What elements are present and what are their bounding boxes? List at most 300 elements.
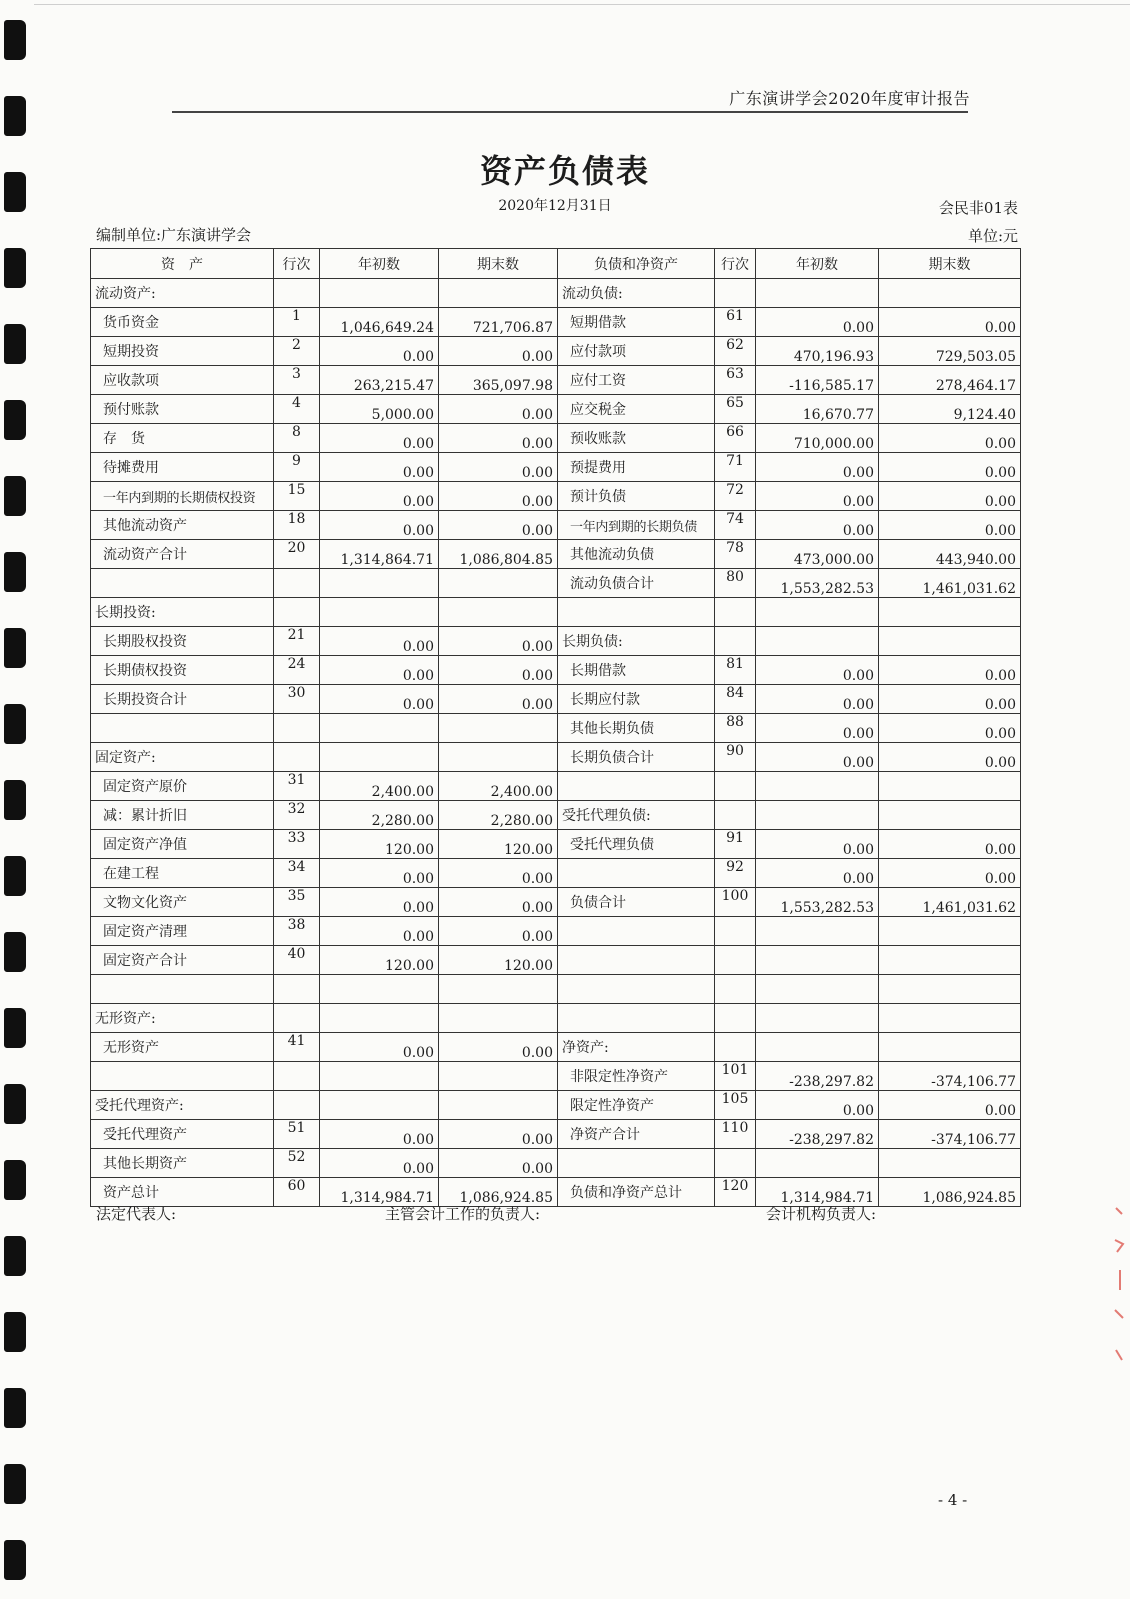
- liability-beginning-value: [756, 772, 879, 801]
- asset-name: 其他长期资产: [91, 1149, 274, 1178]
- asset-line-no: 8: [274, 424, 320, 453]
- asset-ending-value: [439, 714, 558, 743]
- liability-ending-value: 0.00: [879, 830, 1021, 859]
- asset-beginning-value: 2,280.00: [320, 801, 439, 830]
- binding-hole: [4, 1236, 26, 1276]
- table-row: [91, 801, 1021, 830]
- asset-name: 无形资产: [91, 1033, 274, 1062]
- asset-beginning-value: 5,000.00: [320, 395, 439, 424]
- liability-name: 长期负债:: [558, 627, 715, 656]
- table-row: [91, 569, 1021, 598]
- liability-ending-value: [879, 1149, 1021, 1178]
- asset-ending-value: 0.00: [439, 1033, 558, 1062]
- liability-name: 预提费用: [558, 453, 715, 482]
- binding-hole: [4, 1540, 26, 1580]
- asset-ending-value: 0.00: [439, 337, 558, 366]
- asset-name: 短期投资: [91, 337, 274, 366]
- asset-ending-value: 0.00: [439, 424, 558, 453]
- asset-beginning-value: [320, 1004, 439, 1033]
- liability-ending-value: [879, 627, 1021, 656]
- table-header-row: [91, 249, 1021, 279]
- liability-beginning-value: -238,297.82: [756, 1120, 879, 1149]
- asset-ending-value: [439, 279, 558, 308]
- liability-beginning-value: 1,553,282.53: [756, 569, 879, 598]
- asset-line-no: 15: [274, 482, 320, 511]
- liability-ending-value: 278,464.17: [879, 366, 1021, 395]
- asset-line-no: [274, 714, 320, 743]
- asset-beginning-value: 0.00: [320, 685, 439, 714]
- asset-name: 待摊费用: [91, 453, 274, 482]
- binding-holes: [0, 0, 34, 1599]
- table-row: [91, 424, 1021, 453]
- liability-ending-value: -374,106.77: [879, 1062, 1021, 1091]
- liability-beginning-value: 1,314,984.71: [756, 1178, 879, 1207]
- asset-name: 固定资产净值: [91, 830, 274, 859]
- liability-beginning-value: 0.00: [756, 453, 879, 482]
- binding-hole: [4, 1312, 26, 1352]
- liability-name: 受托代理负债:: [558, 801, 715, 830]
- liability-ending-value: [879, 598, 1021, 627]
- liability-line-no: 91: [715, 830, 756, 859]
- asset-beginning-value: [320, 279, 439, 308]
- asset-beginning-value: [320, 1062, 439, 1091]
- liability-name: 受托代理负债: [558, 830, 715, 859]
- binding-hole: [4, 856, 26, 896]
- table-row: [91, 656, 1021, 685]
- liability-beginning-value: [756, 598, 879, 627]
- asset-ending-value: [439, 975, 558, 1004]
- binding-hole: [4, 1464, 26, 1504]
- liability-beginning-value: [756, 946, 879, 975]
- asset-beginning-value: [320, 1091, 439, 1120]
- liability-line-no: [715, 598, 756, 627]
- liability-beginning-value: -238,297.82: [756, 1062, 879, 1091]
- liability-ending-value: [879, 1033, 1021, 1062]
- liability-line-no: 110: [715, 1120, 756, 1149]
- liability-name: 长期借款: [558, 656, 715, 685]
- liability-name: [558, 946, 715, 975]
- asset-line-no: [274, 975, 320, 1004]
- table-row: [91, 888, 1021, 917]
- liability-line-no: [715, 975, 756, 1004]
- asset-name: 受托代理资产: [91, 1120, 274, 1149]
- table-row: [91, 1091, 1021, 1120]
- table-row: [91, 859, 1021, 888]
- asset-line-no: 2: [274, 337, 320, 366]
- liability-beginning-value: [756, 627, 879, 656]
- asset-name: 长期投资:: [91, 598, 274, 627]
- asset-beginning-value: [320, 598, 439, 627]
- liability-line-no: [715, 1004, 756, 1033]
- asset-name: 其他流动资产: [91, 511, 274, 540]
- asset-line-no: 32: [274, 801, 320, 830]
- asset-line-no: 31: [274, 772, 320, 801]
- asset-line-no: 40: [274, 946, 320, 975]
- table-row: [91, 830, 1021, 859]
- liability-name: 流动负债:: [558, 279, 715, 308]
- page-title: 资产负债表: [479, 152, 650, 190]
- liability-beginning-value: 710,000.00: [756, 424, 879, 453]
- liability-ending-value: 0.00: [879, 308, 1021, 337]
- asset-beginning-value: 1,046,649.24: [320, 308, 439, 337]
- liability-ending-value: [879, 1004, 1021, 1033]
- binding-hole: [4, 1160, 26, 1200]
- asset-line-no: 51: [274, 1120, 320, 1149]
- asset-name: 应收款项: [91, 366, 274, 395]
- asset-line-no: [274, 1091, 320, 1120]
- asset-beginning-value: 0.00: [320, 1120, 439, 1149]
- asset-line-no: 20: [274, 540, 320, 569]
- liability-ending-value: [879, 917, 1021, 946]
- liability-line-no: 72: [715, 482, 756, 511]
- liability-beginning-value: 0.00: [756, 714, 879, 743]
- asset-name: 资产总计: [91, 1178, 274, 1207]
- accounting-dept-head-label: 会计机构负责人:: [766, 1205, 877, 1223]
- preparing-organization: 编制单位:广东演讲学会: [96, 226, 252, 244]
- asset-ending-value: [439, 1091, 558, 1120]
- asset-name: 文物文化资产: [91, 888, 274, 917]
- asset-beginning-value: 0.00: [320, 511, 439, 540]
- asset-beginning-value: 1,314,864.71: [320, 540, 439, 569]
- report-date: 2020年12月31日: [498, 198, 612, 214]
- liability-line-no: 78: [715, 540, 756, 569]
- col-header-line-no-2: 行次: [715, 249, 756, 279]
- table-row: [91, 482, 1021, 511]
- asset-line-no: 4: [274, 395, 320, 424]
- table-row: [91, 453, 1021, 482]
- liability-beginning-value: [756, 917, 879, 946]
- asset-ending-value: 0.00: [439, 888, 558, 917]
- asset-beginning-value: [320, 743, 439, 772]
- liability-ending-value: [879, 279, 1021, 308]
- liability-name: 短期借款: [558, 308, 715, 337]
- asset-line-no: [274, 743, 320, 772]
- table-row: [91, 1062, 1021, 1091]
- table-row: [91, 308, 1021, 337]
- asset-ending-value: 0.00: [439, 482, 558, 511]
- liability-ending-value: 0.00: [879, 743, 1021, 772]
- asset-name: 存 货: [91, 424, 274, 453]
- asset-name: 流动资产合计: [91, 540, 274, 569]
- liability-ending-value: 0.00: [879, 1091, 1021, 1120]
- table-row: [91, 772, 1021, 801]
- liability-beginning-value: 0.00: [756, 511, 879, 540]
- asset-line-no: 35: [274, 888, 320, 917]
- asset-line-no: [274, 1004, 320, 1033]
- liability-ending-value: 0.00: [879, 511, 1021, 540]
- asset-line-no: 60: [274, 1178, 320, 1207]
- asset-ending-value: 1,086,804.85: [439, 540, 558, 569]
- asset-ending-value: 120.00: [439, 946, 558, 975]
- asset-name: 长期债权投资: [91, 656, 274, 685]
- binding-hole: [4, 96, 26, 136]
- liability-name: 预收账款: [558, 424, 715, 453]
- asset-ending-value: 2,280.00: [439, 801, 558, 830]
- top-edge-rule: [34, 4, 1130, 5]
- liability-beginning-value: 0.00: [756, 1091, 879, 1120]
- table-row: [91, 975, 1021, 1004]
- liability-beginning-value: 1,553,282.53: [756, 888, 879, 917]
- liability-line-no: 66: [715, 424, 756, 453]
- liability-beginning-value: 0.00: [756, 685, 879, 714]
- table-row: [91, 714, 1021, 743]
- liability-name: 限定性净资产: [558, 1091, 715, 1120]
- liability-line-no: 100: [715, 888, 756, 917]
- liability-name: [558, 772, 715, 801]
- liability-line-no: [715, 1149, 756, 1178]
- liability-name: 长期应付款: [558, 685, 715, 714]
- liability-ending-value: 0.00: [879, 656, 1021, 685]
- liability-beginning-value: [756, 279, 879, 308]
- liability-name: 负债和净资产总计: [558, 1178, 715, 1207]
- liability-line-no: 62: [715, 337, 756, 366]
- liability-line-no: [715, 627, 756, 656]
- liability-ending-value: 0.00: [879, 714, 1021, 743]
- asset-ending-value: 2,400.00: [439, 772, 558, 801]
- asset-ending-value: [439, 743, 558, 772]
- legal-representative-label: 法定代表人:: [96, 1205, 177, 1223]
- liability-line-no: 84: [715, 685, 756, 714]
- liability-line-no: 101: [715, 1062, 756, 1091]
- currency-unit: 单位:元: [967, 227, 1018, 245]
- asset-beginning-value: 1,314,984.71: [320, 1178, 439, 1207]
- liability-ending-value: 0.00: [879, 859, 1021, 888]
- asset-name: 流动资产:: [91, 279, 274, 308]
- liability-name: [558, 598, 715, 627]
- liability-name: [558, 1149, 715, 1178]
- liability-beginning-value: 0.00: [756, 743, 879, 772]
- liability-line-no: 65: [715, 395, 756, 424]
- liability-name: [558, 859, 715, 888]
- binding-hole: [4, 20, 26, 60]
- liability-ending-value: 0.00: [879, 453, 1021, 482]
- liability-line-no: [715, 946, 756, 975]
- liability-name: [558, 1004, 715, 1033]
- report-header: 广东演讲学会2020年度审计报告: [729, 89, 970, 108]
- asset-beginning-value: 2,400.00: [320, 772, 439, 801]
- asset-line-no: [274, 1062, 320, 1091]
- liability-beginning-value: 0.00: [756, 482, 879, 511]
- asset-name: 固定资产合计: [91, 946, 274, 975]
- asset-beginning-value: 0.00: [320, 859, 439, 888]
- asset-name: 一年内到期的长期债权投资: [91, 482, 274, 511]
- binding-hole: [4, 476, 26, 516]
- liability-ending-value: 1,086,924.85: [879, 1178, 1021, 1207]
- asset-name: 长期投资合计: [91, 685, 274, 714]
- liability-name: 应交税金: [558, 395, 715, 424]
- liability-ending-value: [879, 772, 1021, 801]
- liability-name: 流动负债合计: [558, 569, 715, 598]
- col-header-ending-2: 期末数: [879, 249, 1021, 279]
- liability-ending-value: [879, 946, 1021, 975]
- asset-name: 无形资产:: [91, 1004, 274, 1033]
- binding-hole: [4, 324, 26, 364]
- liability-line-no: [715, 279, 756, 308]
- liability-beginning-value: 0.00: [756, 656, 879, 685]
- table-row: [91, 279, 1021, 308]
- asset-beginning-value: [320, 714, 439, 743]
- table-row: [91, 598, 1021, 627]
- liability-beginning-value: [756, 1149, 879, 1178]
- form-number: 会民非01表: [938, 199, 1018, 217]
- asset-ending-value: 0.00: [439, 395, 558, 424]
- asset-ending-value: 0.00: [439, 1120, 558, 1149]
- binding-hole: [4, 780, 26, 820]
- liability-name: 净资产合计: [558, 1120, 715, 1149]
- liability-line-no: [715, 1033, 756, 1062]
- liability-line-no: 120: [715, 1178, 756, 1207]
- table-row: [91, 743, 1021, 772]
- liability-line-no: [715, 917, 756, 946]
- liability-beginning-value: 473,000.00: [756, 540, 879, 569]
- liability-ending-value: -374,106.77: [879, 1120, 1021, 1149]
- asset-beginning-value: 0.00: [320, 1149, 439, 1178]
- asset-name: 在建工程: [91, 859, 274, 888]
- liability-name: 预计负债: [558, 482, 715, 511]
- liability-ending-value: [879, 801, 1021, 830]
- binding-hole: [4, 248, 26, 288]
- liability-name: 其他流动负债: [558, 540, 715, 569]
- asset-name: 固定资产清理: [91, 917, 274, 946]
- asset-beginning-value: 0.00: [320, 482, 439, 511]
- asset-line-no: 3: [274, 366, 320, 395]
- asset-name: 固定资产:: [91, 743, 274, 772]
- asset-beginning-value: 0.00: [320, 453, 439, 482]
- asset-line-no: 38: [274, 917, 320, 946]
- asset-beginning-value: 0.00: [320, 656, 439, 685]
- liability-line-no: 81: [715, 656, 756, 685]
- asset-ending-value: 0.00: [439, 656, 558, 685]
- liability-ending-value: 0.00: [879, 482, 1021, 511]
- asset-beginning-value: 0.00: [320, 627, 439, 656]
- asset-beginning-value: 120.00: [320, 830, 439, 859]
- liability-beginning-value: [756, 1004, 879, 1033]
- liability-line-no: 105: [715, 1091, 756, 1120]
- asset-line-no: 34: [274, 859, 320, 888]
- liability-beginning-value: 0.00: [756, 308, 879, 337]
- liability-beginning-value: 0.00: [756, 830, 879, 859]
- asset-beginning-value: [320, 569, 439, 598]
- table-row: [91, 1149, 1021, 1178]
- asset-ending-value: 365,097.98: [439, 366, 558, 395]
- liability-line-no: 92: [715, 859, 756, 888]
- table-row: [91, 1004, 1021, 1033]
- liability-ending-value: 443,940.00: [879, 540, 1021, 569]
- liability-name: 应付工资: [558, 366, 715, 395]
- asset-line-no: [274, 569, 320, 598]
- liability-ending-value: 729,503.05: [879, 337, 1021, 366]
- asset-ending-value: 120.00: [439, 830, 558, 859]
- page-number: - 4 -: [938, 1491, 968, 1509]
- liability-line-no: 80: [715, 569, 756, 598]
- asset-line-no: 18: [274, 511, 320, 540]
- asset-ending-value: 0.00: [439, 511, 558, 540]
- asset-name: 货币资金: [91, 308, 274, 337]
- asset-ending-value: [439, 569, 558, 598]
- asset-line-no: 1: [274, 308, 320, 337]
- liability-name: 其他长期负债: [558, 714, 715, 743]
- liability-line-no: 88: [715, 714, 756, 743]
- asset-ending-value: [439, 1004, 558, 1033]
- asset-line-no: 24: [274, 656, 320, 685]
- asset-name: [91, 1062, 274, 1091]
- liability-name: [558, 917, 715, 946]
- liability-ending-value: 0.00: [879, 424, 1021, 453]
- table-row: [91, 366, 1021, 395]
- asset-ending-value: 721,706.87: [439, 308, 558, 337]
- binding-hole: [4, 628, 26, 668]
- col-header-ending: 期末数: [439, 249, 558, 279]
- liability-ending-value: 0.00: [879, 685, 1021, 714]
- table-row: [91, 395, 1021, 424]
- asset-line-no: [274, 598, 320, 627]
- asset-name: [91, 569, 274, 598]
- liability-beginning-value: [756, 1033, 879, 1062]
- binding-hole: [4, 1388, 26, 1428]
- asset-beginning-value: [320, 975, 439, 1004]
- table-row: [91, 540, 1021, 569]
- table-row: [91, 946, 1021, 975]
- col-header-assets: 资 产: [91, 249, 274, 279]
- liability-line-no: [715, 801, 756, 830]
- liability-ending-value: 1,461,031.62: [879, 888, 1021, 917]
- balance-sheet-table: [90, 248, 1021, 1207]
- col-header-beginning-2: 年初数: [756, 249, 879, 279]
- asset-beginning-value: 120.00: [320, 946, 439, 975]
- asset-name: 预付账款: [91, 395, 274, 424]
- asset-beginning-value: 0.00: [320, 337, 439, 366]
- asset-line-no: 9: [274, 453, 320, 482]
- asset-ending-value: 0.00: [439, 1149, 558, 1178]
- binding-hole: [4, 400, 26, 440]
- asset-ending-value: 0.00: [439, 685, 558, 714]
- asset-line-no: [274, 279, 320, 308]
- liability-beginning-value: [756, 801, 879, 830]
- liability-beginning-value: 0.00: [756, 859, 879, 888]
- asset-ending-value: 0.00: [439, 627, 558, 656]
- red-seal-fragment: [1112, 1200, 1126, 1380]
- liability-name: 非限定性净资产: [558, 1062, 715, 1091]
- liability-name: [558, 975, 715, 1004]
- liability-ending-value: [879, 975, 1021, 1004]
- header-rule: [172, 111, 968, 113]
- asset-name: 减：累计折旧: [91, 801, 274, 830]
- asset-line-no: 33: [274, 830, 320, 859]
- table-row: [91, 917, 1021, 946]
- table-row: [91, 627, 1021, 656]
- asset-name: 受托代理资产:: [91, 1091, 274, 1120]
- liability-line-no: [715, 772, 756, 801]
- table-row: [91, 685, 1021, 714]
- liability-name: 长期负债合计: [558, 743, 715, 772]
- asset-name: [91, 975, 274, 1004]
- binding-hole: [4, 704, 26, 744]
- asset-beginning-value: 263,215.47: [320, 366, 439, 395]
- asset-beginning-value: 0.00: [320, 424, 439, 453]
- asset-beginning-value: 0.00: [320, 917, 439, 946]
- liability-line-no: 61: [715, 308, 756, 337]
- asset-name: 长期股权投资: [91, 627, 274, 656]
- table-row: [91, 1033, 1021, 1062]
- asset-ending-value: 1,086,924.85: [439, 1178, 558, 1207]
- liability-line-no: 90: [715, 743, 756, 772]
- asset-line-no: 30: [274, 685, 320, 714]
- liability-name: 负债合计: [558, 888, 715, 917]
- asset-beginning-value: 0.00: [320, 1033, 439, 1062]
- binding-hole: [4, 552, 26, 592]
- asset-name: 固定资产原价: [91, 772, 274, 801]
- binding-hole: [4, 932, 26, 972]
